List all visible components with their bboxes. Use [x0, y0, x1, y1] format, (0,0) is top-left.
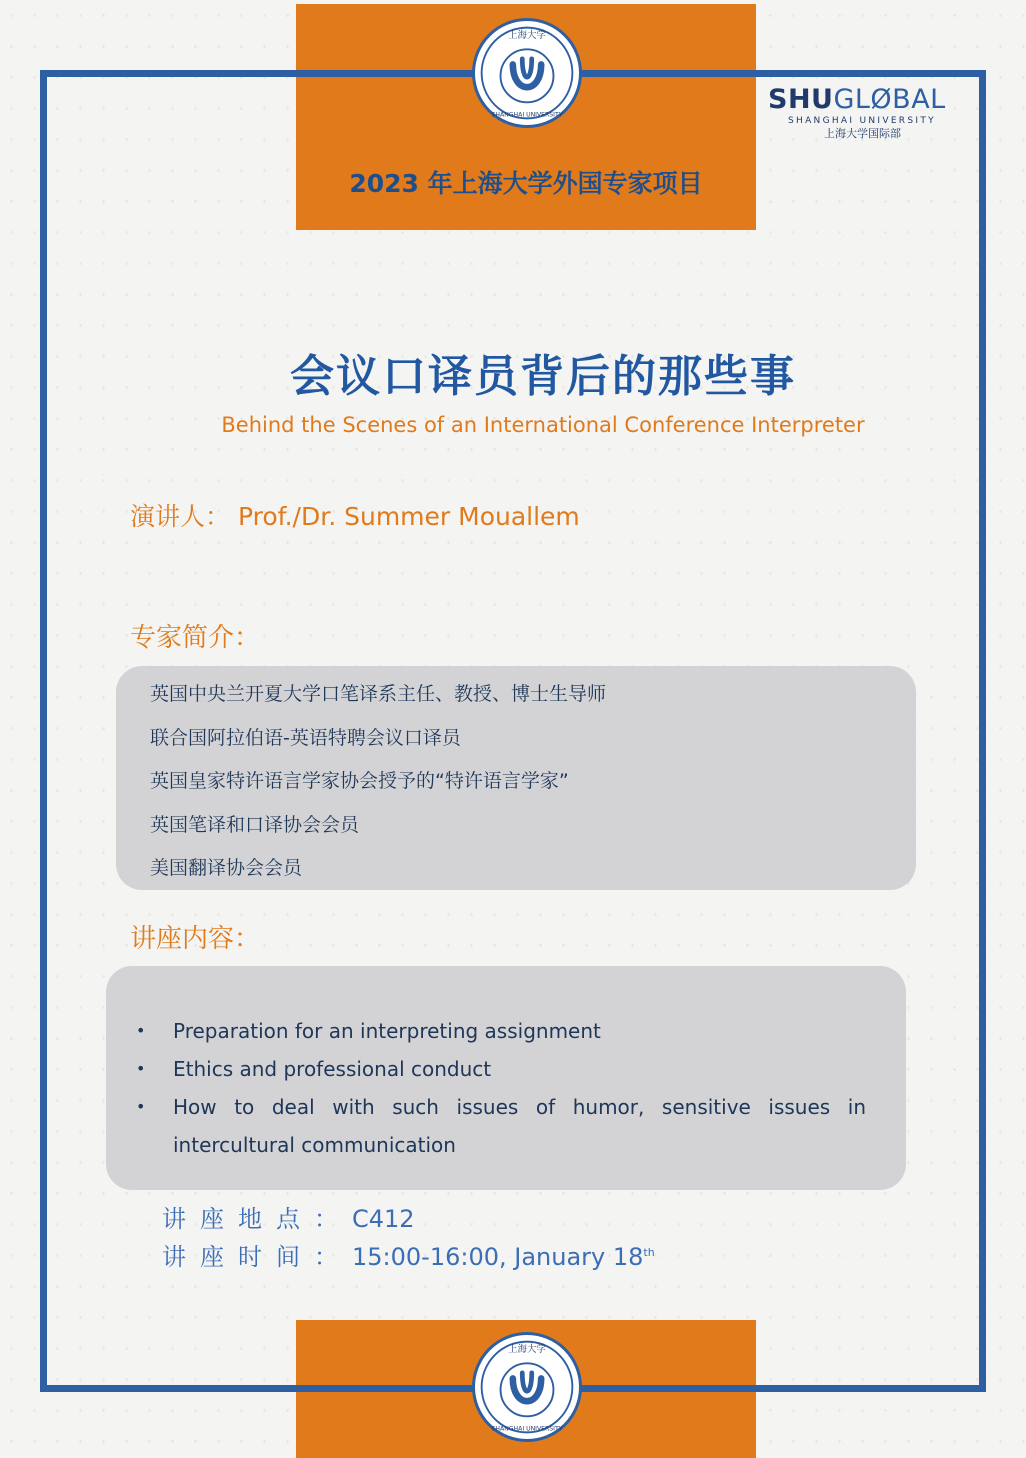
content-heading: 讲座内容：	[130, 924, 261, 954]
content-item-text: How to deal with such issues of humor, sensitive issues in intercultural communication	[173, 1095, 866, 1157]
university-seal-icon	[475, 21, 579, 125]
bio-item: 英国笔译和口译协会会员	[150, 813, 360, 836]
program-title: 2023 年上海大学外国专家项目	[349, 169, 703, 198]
lecture-title-cn: 会议口译员背后的那些事	[290, 351, 796, 402]
time-suffix: th	[643, 1246, 655, 1259]
svg-text:上海大学: 上海大学	[508, 1344, 546, 1356]
bio-panel	[116, 666, 916, 890]
time-line	[162, 1237, 655, 1272]
venue-value: C412	[352, 1205, 415, 1233]
bio-heading: 专家简介：	[130, 623, 261, 653]
bio-list	[116, 666, 916, 896]
time-value: 15:00-16:00, January 18	[352, 1243, 644, 1271]
svg-text:SHANGHAI UNIVERSITY: SHANGHAI UNIVERSITY	[491, 1425, 563, 1433]
university-seal-icon	[475, 1335, 579, 1439]
shu-global-logo	[768, 84, 968, 140]
brand-subtitle: SHANGHAI UNIVERSITY	[788, 116, 936, 126]
brand-name-rest: GLØBAL	[833, 84, 946, 115]
brand-name-bold: SHU	[768, 84, 834, 115]
speaker-line	[130, 497, 580, 533]
content-item	[106, 1012, 866, 1050]
bullet-icon: •	[136, 1097, 146, 1116]
venue-line	[162, 1199, 415, 1234]
bio-item: 联合国阿拉伯语-英语特聘会议口译员	[150, 726, 461, 749]
time-label: 讲座时间：	[162, 1243, 352, 1271]
content-item-text: Preparation for an interpreting assignment	[173, 1019, 601, 1043]
venue-label: 讲座地点：	[162, 1205, 352, 1233]
speaker-name: Prof./Dr. Summer Mouallem	[237, 502, 580, 531]
svg-text:SHANGHAI UNIVERSITY: SHANGHAI UNIVERSITY	[491, 111, 563, 119]
content-list	[106, 966, 906, 1164]
content-item-text: Ethics and professional conduct	[173, 1057, 492, 1081]
bio-item: 英国皇家特许语言学家协会授予的“特许语言学家”	[150, 770, 569, 792]
shanghai-university-seal	[472, 18, 582, 128]
content-item	[106, 1088, 866, 1164]
bullet-icon: •	[136, 1059, 146, 1078]
bio-item: 英国中央兰开夏大学口笔译系主任、教授、博士生导师	[150, 683, 607, 705]
lecture-title-en: Behind the Scenes of an International Conference Interpreter	[221, 413, 865, 437]
brand-name	[768, 84, 968, 116]
svg-text:上海大学: 上海大学	[508, 30, 546, 42]
bullet-icon: •	[136, 1021, 146, 1040]
bio-item: 美国翻译协会会员	[150, 857, 303, 879]
brand-chinese: 上海大学国际部	[824, 127, 901, 140]
content-item	[106, 1050, 866, 1088]
speaker-label: 演讲人：	[130, 502, 231, 531]
shanghai-university-seal-footer	[472, 1332, 582, 1442]
content-panel	[106, 966, 906, 1190]
